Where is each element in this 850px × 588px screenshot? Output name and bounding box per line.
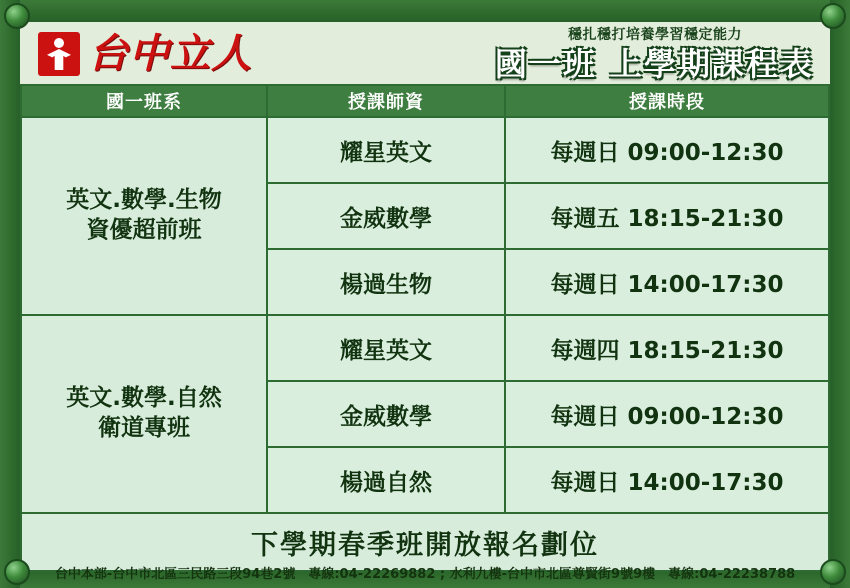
time-cell: 每週日 14:00-17:30 bbox=[505, 249, 829, 315]
corner-bolt-top-left-icon bbox=[4, 3, 30, 29]
corner-bolt-bottom-right-icon bbox=[820, 559, 846, 585]
group-name-line2: 資優超前班 bbox=[86, 217, 202, 243]
person-figure-icon bbox=[38, 32, 80, 76]
brand-name: 台中立人 bbox=[88, 31, 252, 77]
time-cell: 每週日 14:00-17:30 bbox=[505, 447, 829, 513]
time-cell: 每週四 18:15-21:30 bbox=[505, 315, 829, 381]
frame-top-border bbox=[0, 0, 850, 22]
poster-inner-panel bbox=[20, 22, 830, 566]
group-name-line1: 英文.數學.生物 bbox=[66, 187, 222, 214]
column-header-time: 授課時段 bbox=[505, 85, 829, 117]
contact-address-bar: 台中本部-台中市北區三民路三段94巷2號 專線:04-22269882 ; 水利九樓-台中市北區尊賢街9號9樓 專線:04-22238788 bbox=[54, 567, 796, 582]
time-cell: 每週日 09:00-12:30 bbox=[505, 381, 829, 447]
frame-right-border bbox=[830, 0, 850, 588]
teacher-cell: 耀星英文 bbox=[267, 315, 505, 381]
column-header-class: 國一班系 bbox=[21, 85, 267, 117]
frame-left-border bbox=[0, 0, 20, 588]
table-header-row bbox=[21, 85, 829, 117]
table-row bbox=[21, 315, 829, 381]
page-title: 國一班 上學期課程表 bbox=[494, 45, 814, 83]
time-cell: 每週日 09:00-12:30 bbox=[505, 117, 829, 183]
corner-bolt-top-right-icon bbox=[820, 3, 846, 29]
schedule-table bbox=[20, 84, 830, 572]
poster-header bbox=[20, 22, 830, 84]
enrollment-note: 下學期春季班開放報名劃位 bbox=[21, 513, 829, 571]
teacher-cell: 金威數學 bbox=[267, 183, 505, 249]
teacher-cell: 耀星英文 bbox=[267, 117, 505, 183]
table-row bbox=[21, 117, 829, 183]
teacher-cell: 楊過生物 bbox=[267, 249, 505, 315]
group-name-cell bbox=[21, 315, 267, 513]
tagline: 穩扎穩打培養學習穩定能力 bbox=[568, 27, 742, 43]
group-name-line1: 英文.數學.自然 bbox=[66, 385, 222, 412]
brand-logo bbox=[38, 30, 252, 78]
group-name-cell bbox=[21, 117, 267, 315]
teacher-cell: 金威數學 bbox=[267, 381, 505, 447]
group-name-line2: 衛道專班 bbox=[98, 415, 190, 441]
corner-bolt-bottom-left-icon bbox=[4, 559, 30, 585]
column-header-teacher: 授課師資 bbox=[267, 85, 505, 117]
time-cell: 每週五 18:15-21:30 bbox=[505, 183, 829, 249]
teacher-cell: 楊過自然 bbox=[267, 447, 505, 513]
